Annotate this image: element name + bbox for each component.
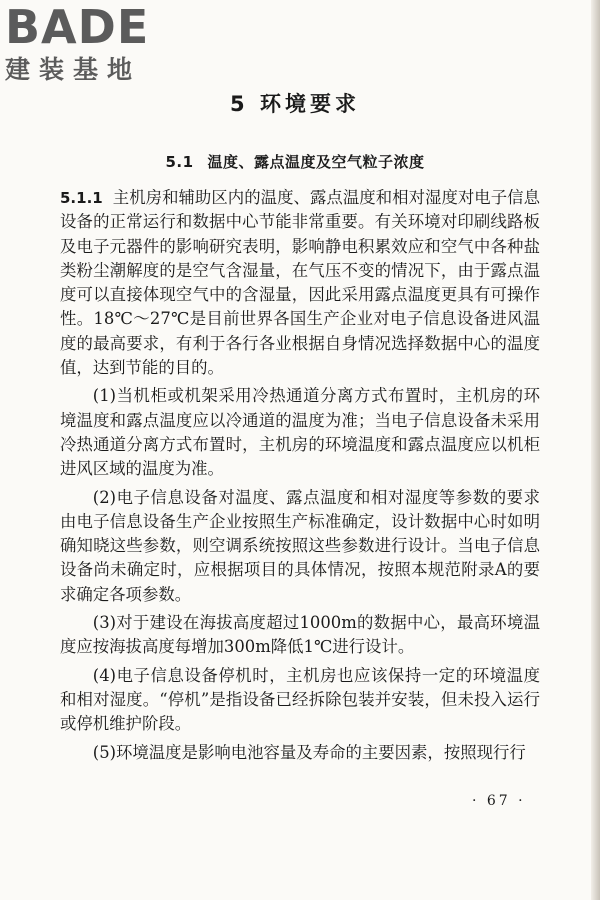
bade-logo — [5, 0, 177, 92]
section-title — [0, 151, 590, 172]
chapter-title: 5 环境要求 — [230, 92, 360, 116]
page-edge-shadow — [591, 0, 600, 900]
clause-paragraph — [60, 186, 540, 380]
body-text — [60, 186, 540, 769]
page-number: · 67 · — [472, 793, 526, 809]
clause-text: 主机房和辅助区内的温度、露点温度和相对湿度对电子信息设备的正常运行和数据中心节能非常重要。有关环境对印刷线路板及电子元器件的影响研究表明，影响静电积累效应和空气中各种盐类粉尘潮解度的是空气含湿量，在气压不变的情况下，由于露点温度可以直接体现空气中的含湿量，因此采用露点温度更具有可操作性。18℃～27℃是目前世界各国生产企业对电子信息设备进风温度的最高要求，有利于各行各业根据自身情况选择数据中心的温度值，达到节能的目的。 — [60, 188, 540, 378]
logo-subtitle: 建装基地 — [5, 55, 142, 84]
section-title-text: 温度、露点温度及空气粒子浓度 — [207, 153, 425, 171]
section-number: 5.1 — [165, 153, 194, 171]
paragraph-item-1: (1)当机柜或机架采用冷热通道分离方式布置时，主机房的环境温度和露点温度应以冷通道的温度为准；当电子信息设备未采用冷热通道分离方式布置时，主机房的环境温度和露点温度应以机柜进风区域的温度为准。 — [60, 386, 540, 479]
paragraph-item-2: (2)电子信息设备对温度、露点温度和相对湿度等参数的要求由电子信息设备生产企业按照生产标准确定，设计数据中心时如明确知晓这些参数，则空调系统按照这些参数进行设计。当电子信息设备尚未确定时，应根据项目的具体情况，按照本规范附录A的要求确定各项参数。 — [60, 487, 540, 604]
logo-wordmark: BADE — [5, 0, 150, 54]
clause-number: 5.1.1 — [60, 189, 103, 207]
paragraph-item-5: (5)环境温度是影响电池容量及寿命的主要因素，按照现行行 — [92, 742, 526, 762]
paragraph-item-4: (4)电子信息设备停机时，主机房也应该保持一定的环境温度和相对湿度。“停机”是指设备已经拆除包装并安装，但未投入运行或停机维护阶段。 — [60, 665, 540, 734]
paragraph-item-3: (3)对于建设在海拔高度超过1000m的数据中心，最高环境温度应按海拔高度每增加300m降低1℃进行设计。 — [60, 613, 540, 657]
